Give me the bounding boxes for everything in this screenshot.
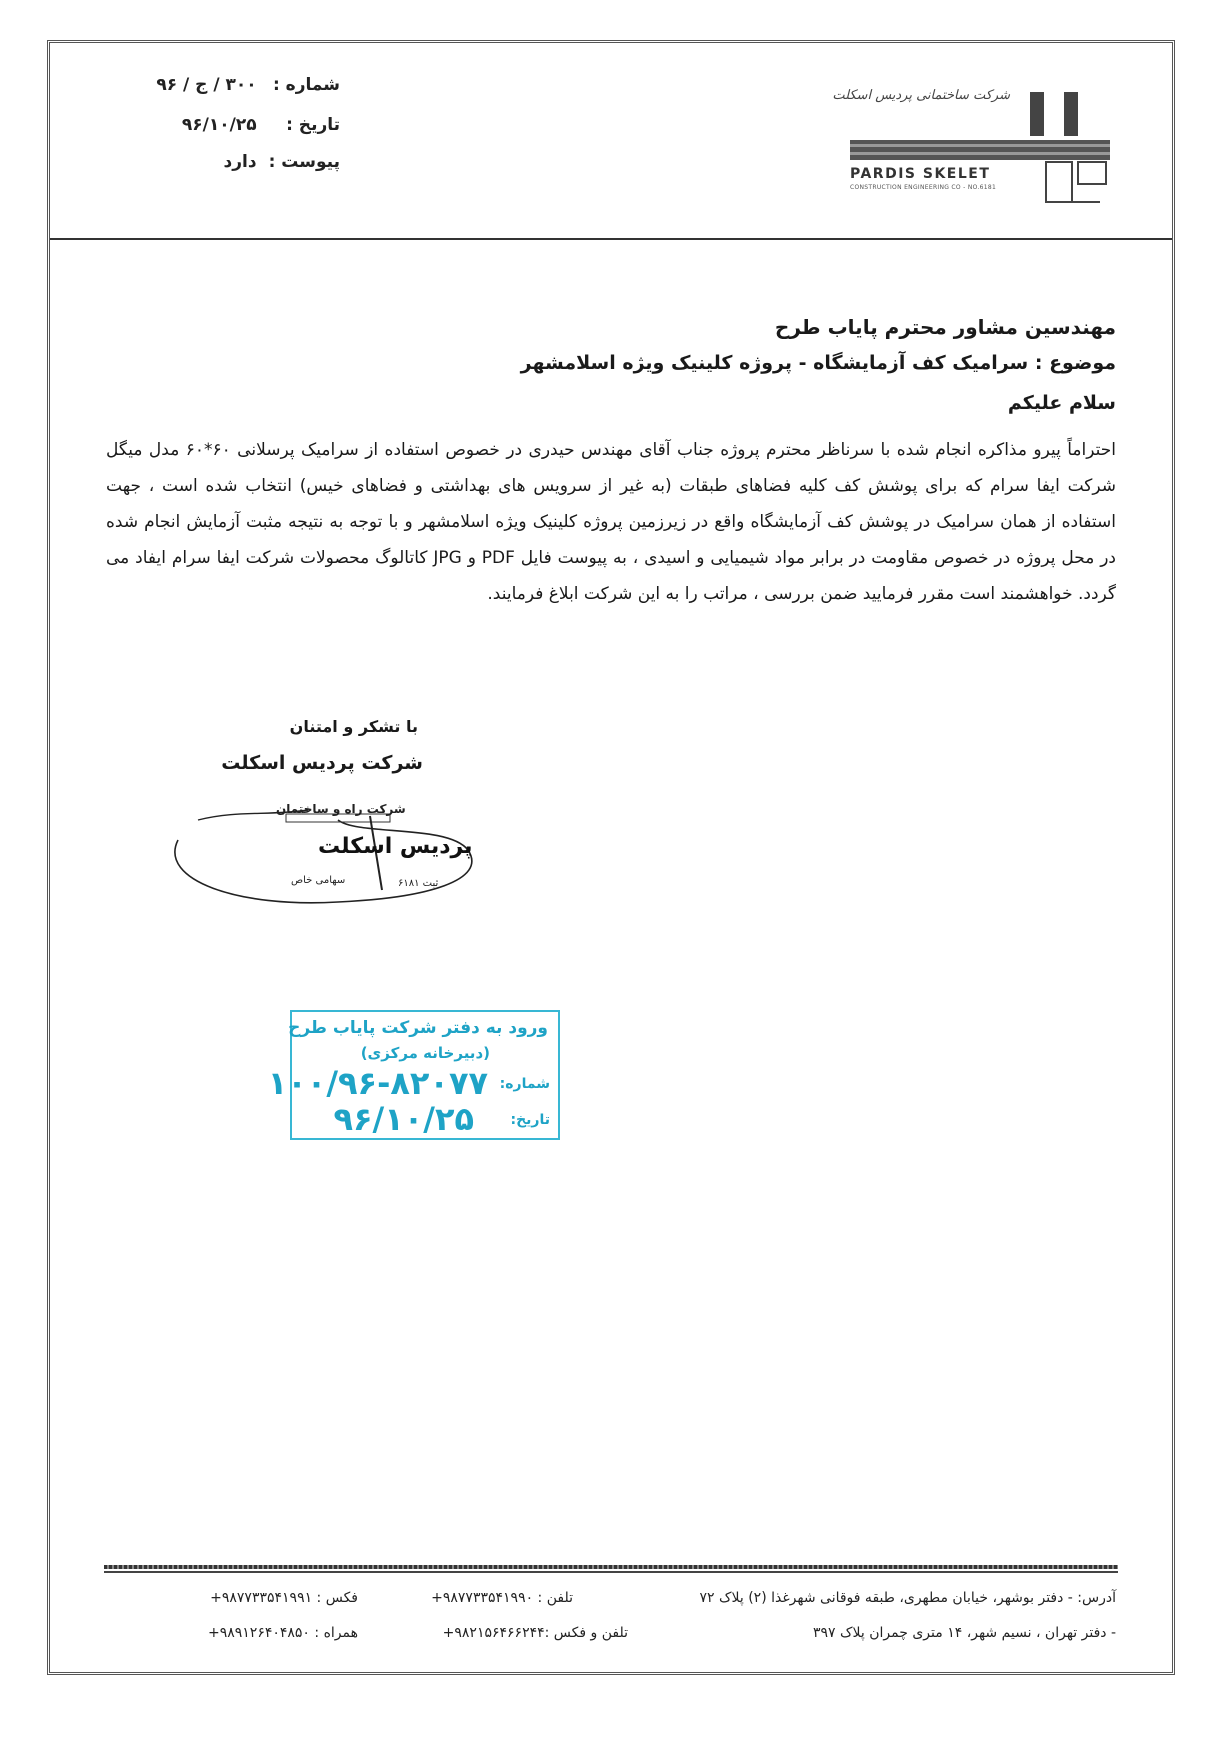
header-divider bbox=[50, 238, 1172, 240]
logo-script-text: شرکت ساختمانی پردیس اسکلت bbox=[832, 88, 1010, 103]
receipt-stamp bbox=[267, 1010, 560, 1140]
footer-address-bushehr: آدرس: - دفتر بوشهر، خیابان مطهری، طبقه فوقانی شهرغذا (۲) پلاک ۷۲ bbox=[699, 1590, 1116, 1606]
footer-mobile-tehran: همراه : ۹۸۹۱۲۶۴۰۴۸۵۰+ bbox=[207, 1625, 358, 1641]
letter-number-row bbox=[140, 75, 340, 95]
letter-date-value: ۹۶/۱۰/۲۵ bbox=[181, 115, 257, 135]
closing-company: شرکت پردیس اسکلت bbox=[221, 752, 423, 774]
stamp-line1: ورود به دفتر شرکت پایاب طرح bbox=[288, 1018, 548, 1038]
footer-divider-line bbox=[104, 1571, 1118, 1573]
stamp-number-value: ۱۰۰/۹۶-۸۲۰۷۷ bbox=[267, 1064, 488, 1102]
stamp-line2: (دبیرخانه مرکزی) bbox=[360, 1044, 490, 1062]
footer-divider bbox=[104, 1565, 1118, 1569]
letter-body: احتراماً پیرو مذاکره انجام شده با سرناظر محترم پروژه جناب آقای مهندس حیدری در خصوص استفاده از سرامیک پرسلانی ۶۰*۶۰ مدل میگل شرکت ایفا سرام که برای پوشش کف کلیه فضاهای طبقات (به غیر از سرویس های بهداشتی و فضاهای خیس) انتخاب شده است ، جهت استفاده از همان سرامیک در پوشش کف آزمایشگاه واقع در زیرزمین پروژه کلینیک ویژه اسلامشهر و با توجه به نتیجه مثبت آزمایش انجام شده در محل پروژه در خصوص مقاومت در برابر مواد شیمیایی و اسیدی ، به پیوست فایل PDF و JPG کاتالوگ محصولات شرکت ایفا سرام ایفاد می گردد. خواهشمند است مقرر فرمایید ضمن بررسی ، مراتب را به این شرکت ابلاغ فرمایند. bbox=[106, 440, 1116, 604]
seal-line4: ثبت ۶۱۸۱ bbox=[398, 878, 439, 889]
letter-number-value: ۳۰۰ / ج / ۹۶ bbox=[156, 75, 257, 95]
letter-attachment-row bbox=[140, 152, 340, 172]
letter-date-row bbox=[140, 115, 340, 135]
company-logo bbox=[832, 88, 1110, 206]
greeting: سلام علیکم bbox=[1007, 392, 1116, 414]
stamp-date-value: ۹۶/۱۰/۲۵ bbox=[333, 1100, 474, 1138]
letter-number-label: شماره : bbox=[272, 75, 340, 95]
letter-attachment-value: دارد bbox=[223, 152, 257, 172]
stamp-number-label: شماره: bbox=[499, 1076, 550, 1092]
letter-date-label: تاریخ : bbox=[286, 115, 340, 135]
seal-line1: شرکت راه و ساختمان bbox=[276, 802, 406, 816]
stamp-date-label: تاریخ: bbox=[510, 1112, 550, 1128]
footer-phone-bushehr: تلفن : ۹۸۷۷۳۳۵۴۱۹۹۰+ bbox=[431, 1590, 573, 1606]
footer-address-tehran: - دفتر تهران ، نسیم شهر، ۱۴ متری چمران پلاک ۳۹۷ bbox=[813, 1625, 1116, 1641]
company-seal bbox=[158, 780, 488, 910]
subject-line: موضوع : سرامیک کف آزمایشگاه - پروژه کلینیک ویژه اسلامشهر bbox=[520, 352, 1116, 374]
footer-fax-bushehr: فکس : ۹۸۷۷۳۳۵۴۱۹۹۱+ bbox=[210, 1590, 358, 1606]
footer-phonefax-tehran: تلفن و فکس :۹۸۲۱۵۶۴۶۶۲۴۴+ bbox=[442, 1625, 628, 1641]
seal-line2: پردیس اسکلت bbox=[318, 834, 473, 859]
addressee: مهندسین مشاور محترم پایاب طرح bbox=[774, 315, 1116, 339]
seal-line3: سهامی خاص bbox=[291, 875, 346, 886]
logo-title: PARDIS SKELET bbox=[850, 166, 991, 182]
letter-attachment-label: پیوست : bbox=[268, 152, 340, 172]
closing-thanks: با تشکر و امتنان bbox=[289, 717, 418, 736]
logo-subtitle: CONSTRUCTION ENGINEERING CO - NO.6181 bbox=[850, 184, 997, 191]
